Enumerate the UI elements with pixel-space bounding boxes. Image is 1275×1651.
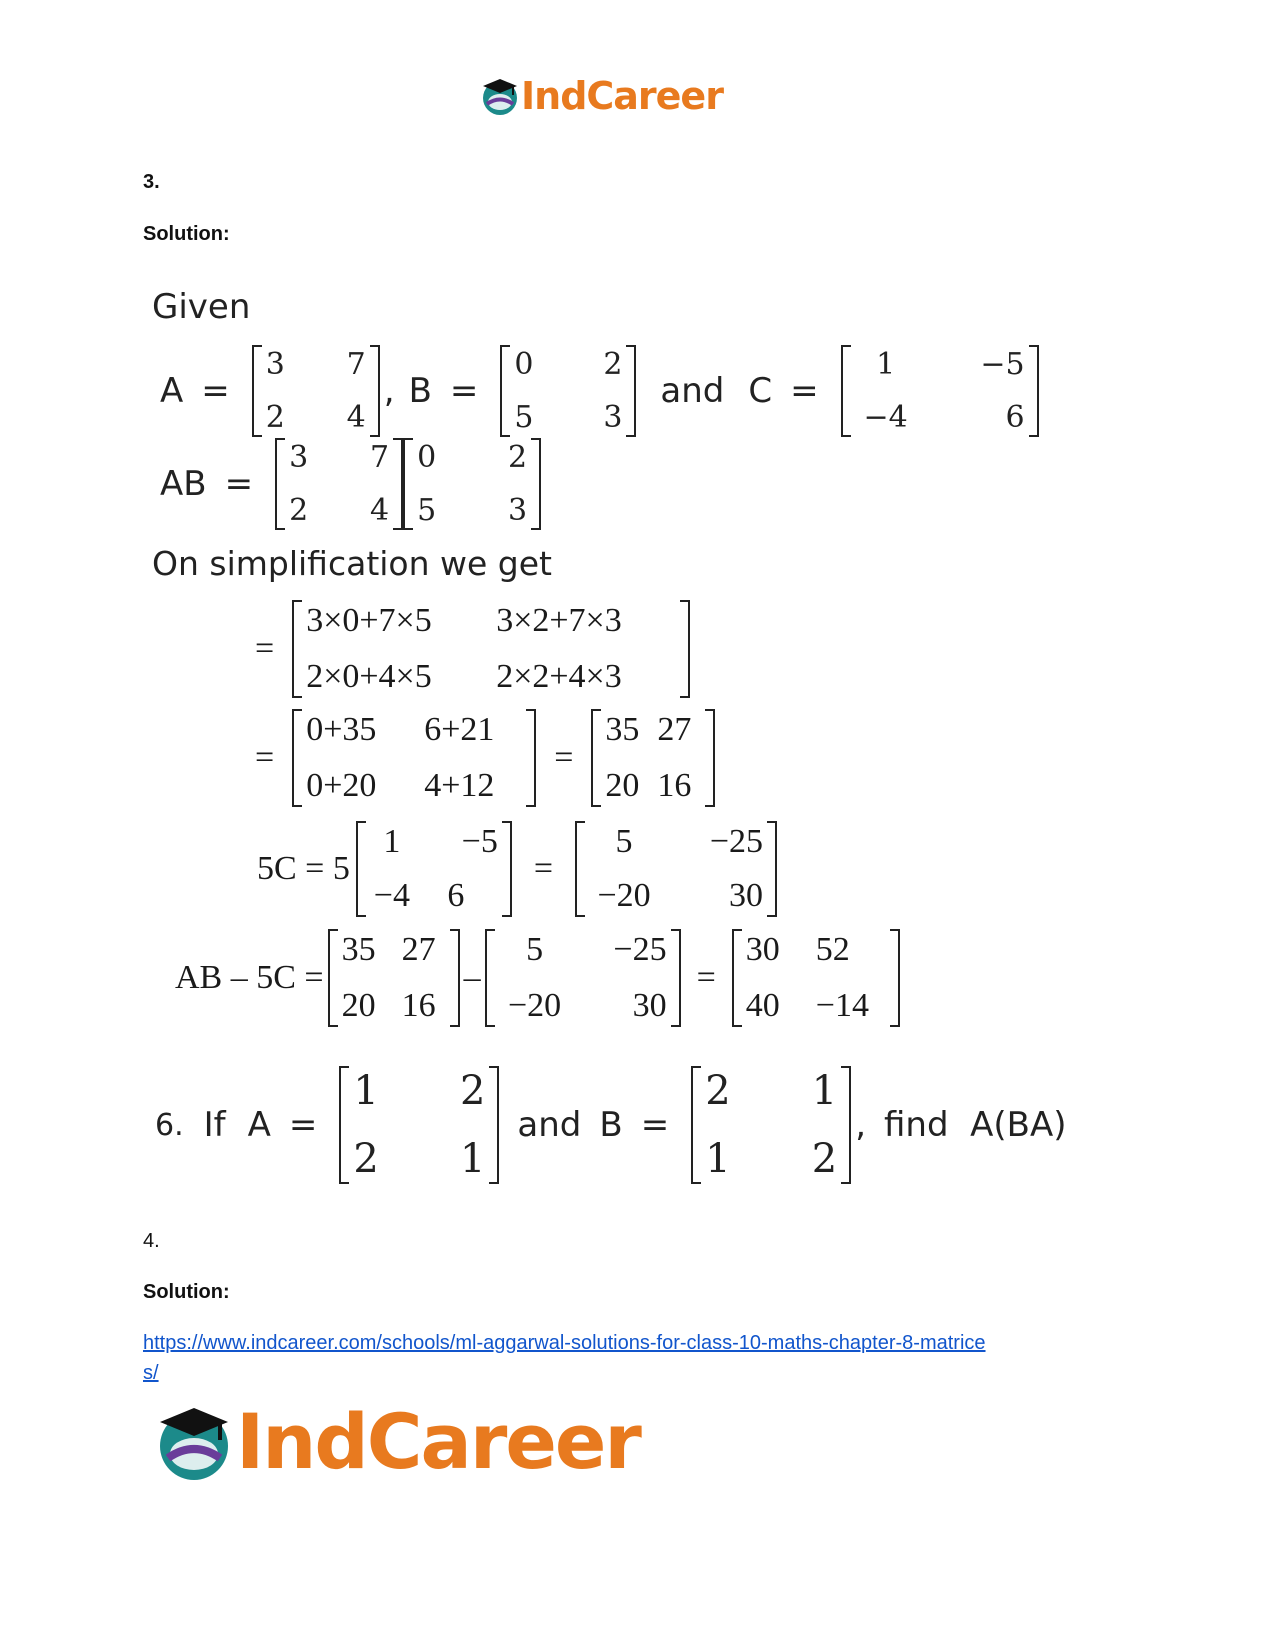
fivec-label: 5C = 5 (257, 850, 350, 887)
matrix-b: 0 2 5 3 (403, 438, 541, 530)
matrix-a: 3 7 2 4 (275, 438, 403, 530)
step1-matrix: 3×0+7×5 3×2+7×3 2×0+4×5 2×2+4×3 (292, 600, 690, 698)
and-text: and (660, 371, 725, 411)
step1-row (255, 598, 694, 700)
q6-matrix-b: 2 1 1 2 (691, 1066, 851, 1184)
equals-sign: = (533, 850, 554, 887)
simplification-text: On simplification we get (152, 544, 552, 583)
q6-find-text: find A(BA) (884, 1105, 1067, 1145)
q6-b-label: B (599, 1105, 623, 1145)
equals-sign: = (288, 1105, 318, 1145)
equals-sign: = (255, 630, 275, 667)
footer-logo (152, 1397, 640, 1486)
logo-wordmark: IndCareer (521, 74, 723, 118)
graduation-cap-icon (152, 1400, 236, 1484)
q6-number: 6. (155, 1107, 184, 1143)
ab5c-matrix-1: 35 27 20 16 (328, 929, 460, 1027)
equals-sign: = (790, 371, 819, 411)
equals-sign: = (224, 464, 254, 504)
q6-comma: , (855, 1105, 866, 1145)
equals-sign: = (201, 371, 230, 411)
matrix-a: 3 7 2 4 (252, 345, 380, 437)
fivec-row (257, 819, 781, 919)
ab5c-result-matrix: 30 52 40 −14 (732, 929, 900, 1027)
c-label: C (748, 371, 773, 411)
fivec-inner-matrix: 1 −5 −4 6 (356, 821, 512, 917)
equals-sign: = (449, 371, 479, 411)
step2-matrix-result: 35 27 20 16 (591, 709, 715, 807)
step2-row (255, 707, 719, 809)
b-label: B (408, 371, 432, 411)
solution-label: Solution: (143, 1281, 230, 1303)
step2-matrix-sum: 0+35 6+21 0+20 4+12 (292, 709, 536, 807)
equals-sign: = (696, 959, 716, 996)
q6-and-text: and (517, 1105, 582, 1145)
equals-sign: = (554, 739, 574, 776)
minus-sign: – (463, 959, 481, 996)
solution-label: Solution: (143, 223, 230, 245)
equals-sign: = (255, 739, 275, 776)
a-label: A (160, 371, 184, 411)
matrix-b: 0 2 5 3 (500, 345, 636, 437)
q6-a-label: A (247, 1105, 271, 1145)
ab-minus-5c-row (175, 927, 904, 1029)
fivec-result-matrix: 5 −25 −20 30 (575, 821, 777, 917)
ab5c-matrix-2: 5 −25 −20 30 (485, 929, 681, 1027)
given-label: Given (152, 287, 251, 327)
graduation-cap-icon (479, 75, 521, 117)
q6-matrix-a: 1 2 2 1 (339, 1066, 499, 1184)
source-link-line-1[interactable]: https://www.indcareer.com/schools/ml-aggarwal-solutions-for-class-10-maths-chapter-8-matrice (143, 1332, 986, 1354)
source-link[interactable] (143, 1328, 1083, 1388)
comma: , (383, 371, 395, 411)
source-link-line-2[interactable]: s/ (143, 1362, 159, 1384)
question-number: 3. (143, 171, 160, 193)
logo-wordmark: IndCareer (236, 1397, 640, 1486)
question-6-row (155, 1063, 1067, 1187)
ab5c-label: AB – 5C = (175, 959, 324, 996)
ab-product-row (160, 436, 545, 532)
question-number: 4. (143, 1230, 160, 1252)
given-matrices-row (160, 343, 1043, 439)
q6-if-text: If (203, 1105, 226, 1145)
ab-label: AB (160, 464, 207, 504)
equals-sign: = (640, 1105, 670, 1145)
matrix-c: 1 −5 −4 6 (841, 345, 1039, 437)
header-logo (479, 74, 723, 118)
